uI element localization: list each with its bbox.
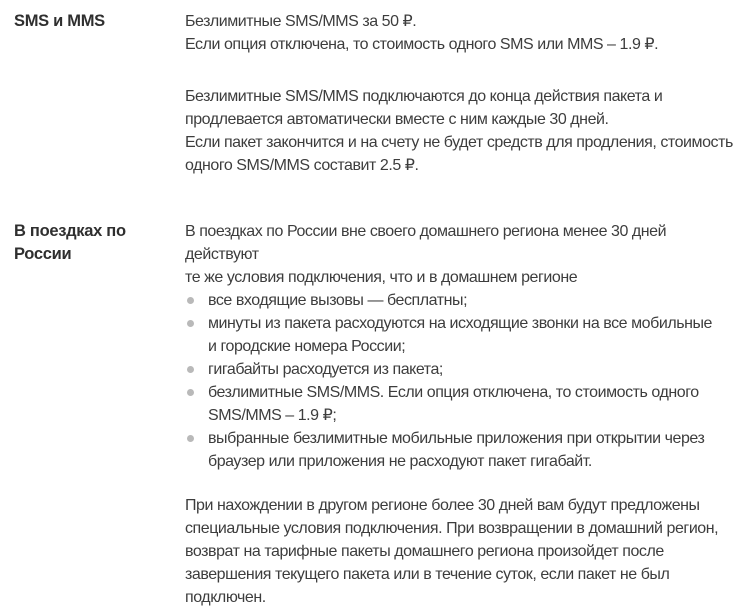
section-row: [14, 220, 735, 609]
paragraph: [185, 85, 733, 177]
text-line: гигабайты расходуется из пакета;: [208, 361, 443, 378]
paragraph: [185, 220, 733, 289]
text-line: возврат на тарифные пакеты домашнего региона произойдет после: [185, 543, 664, 560]
text-line: минуты из пакета расходуются на исходящие звонки на все мобильные: [208, 315, 712, 332]
text-line: Если опция отключена, то стоимость одного SMS или MMS – 1.9 ₽.: [185, 36, 659, 53]
text-line: и городские номера России;: [208, 338, 406, 355]
text-line: выбранные безлимитные мобильные приложения при открытии через: [208, 430, 705, 447]
row-label: В поездках по России: [14, 222, 126, 263]
text-line: подключен.: [185, 589, 266, 606]
text-line: завершения текущего пакета или в течение суток, если пакет не был: [185, 566, 670, 583]
paragraph: [185, 494, 733, 609]
tariff-details-document: [14, 10, 735, 609]
row-label: SMS и MMS: [14, 12, 105, 30]
text-line: SMS/MMS – 1.9 ₽;: [208, 407, 337, 424]
text-line: При нахождении в другом регионе более 30 дней вам будут предложены: [185, 497, 700, 514]
sections-container: [14, 10, 735, 609]
text-line: продлевается автоматически вместе с ним каждые 30 дней.: [185, 111, 609, 128]
bullet-dot-icon: [187, 389, 194, 396]
text-line: те же условия подключения, что и в домашнем регионе: [185, 269, 578, 286]
paragraph: [185, 10, 733, 56]
text-line: браузер или приложения не расходуют пакет гигабайт.: [208, 453, 592, 470]
text-line: безлимитные SMS/MMS. Если опция отключена, то стоимость одного: [208, 384, 699, 401]
row-content: [185, 10, 733, 177]
bullet-item: [185, 312, 733, 358]
text-line: Если пакет закончится и на счету не будет средств для продления, стоимость: [185, 134, 733, 151]
text-line: одного SMS/MMS составит 2.5 ₽.: [185, 157, 419, 174]
bullet-item: [185, 427, 733, 473]
text-line: В поездках по России вне своего домашнего региона менее 30 дней действуют: [185, 223, 667, 263]
bullet-dot-icon: [187, 297, 194, 304]
text-line: все входящие вызовы — бесплатны;: [208, 292, 468, 309]
row-content: [185, 220, 733, 609]
bullet-dot-icon: [187, 366, 194, 373]
bullet-dot-icon: [187, 435, 194, 442]
text-line: специальные условия подключения. При возвращении в домашний регион,: [185, 520, 719, 537]
bullet-dot-icon: [187, 320, 194, 327]
bullet-item: [185, 289, 733, 312]
section-row: [14, 10, 735, 177]
text-line: Безлимитные SMS/MMS за 50 ₽.: [185, 13, 417, 30]
bullet-list: [185, 289, 733, 473]
bullet-item: [185, 358, 733, 381]
text-line: Безлимитные SMS/MMS подключаются до конца действия пакета и: [185, 88, 663, 105]
bullet-item: [185, 381, 733, 427]
